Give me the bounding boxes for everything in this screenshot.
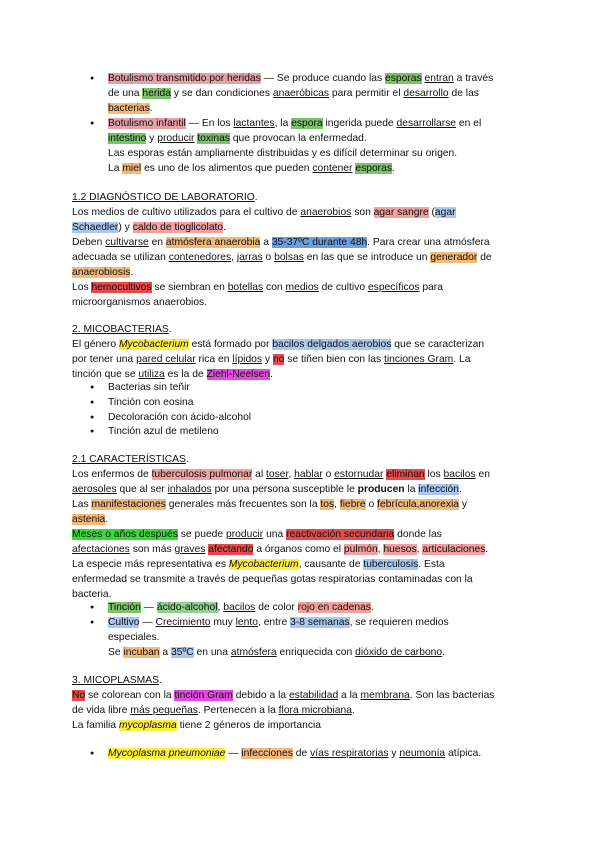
text: producir: [157, 133, 195, 144]
text: ,: [416, 544, 423, 555]
text: fiebre: [339, 499, 366, 510]
text: membrana: [360, 690, 410, 701]
text: .: [351, 705, 355, 716]
text: rojo en cadenas: [297, 602, 371, 613]
text: que al ser: [116, 484, 168, 495]
text: neumonía: [399, 748, 446, 759]
text: la: [404, 484, 419, 495]
text: dióxido de carbono: [355, 647, 443, 658]
text: agar sangre: [373, 207, 429, 218]
text: bacilos: [223, 602, 256, 613]
text: en las que se introduce un: [303, 252, 431, 263]
text: y se dan condiciones: [170, 88, 273, 99]
text: .: [158, 675, 162, 686]
text: que se caracterizan: [391, 339, 485, 350]
text: esporas: [385, 73, 422, 84]
text: producir: [226, 529, 264, 540]
text: esporas: [355, 163, 392, 174]
text: bacilos: [443, 469, 476, 480]
text: para permitir el: [328, 88, 404, 99]
text: 2.1 CARACTERÍSTICAS: [72, 454, 186, 465]
text: .: [168, 324, 172, 335]
text: son: [351, 207, 374, 218]
text: ácido-alcohol: [156, 602, 218, 613]
text: 3. MICOPLASMAS: [72, 675, 159, 686]
text: tiene 2 géneros de importancia: [176, 720, 321, 731]
text: tuberculosis pulmonar: [151, 469, 253, 480]
text: toser: [266, 469, 289, 480]
text: . La: [453, 354, 471, 365]
text: La especie más representativa es: [72, 559, 229, 570]
text: (: [428, 207, 435, 218]
text: atmósfera: [230, 647, 277, 658]
text: medios: [285, 282, 319, 293]
text: Crecimiento: [155, 617, 211, 628]
text: miel: [122, 163, 142, 174]
list-item-botulismo-heridas: [108, 71, 528, 116]
text: Los enfermos de: [72, 469, 152, 480]
text: Mycobacterium: [118, 339, 189, 350]
text: una: [263, 529, 287, 540]
text: estabilidad: [288, 690, 339, 701]
text: Bacterias sin teñir: [108, 382, 190, 393]
text: de una: [108, 88, 143, 99]
text: que provocan la enfermedad.: [229, 133, 367, 144]
text: La familia: [72, 720, 119, 731]
text: vías respiratorias: [310, 748, 389, 759]
text: .: [254, 192, 258, 203]
text: inhalados: [167, 484, 212, 495]
text: de las: [448, 88, 479, 99]
text: Tinción azul de metileno: [108, 426, 219, 437]
text: bacilos delgados aerobios: [272, 339, 392, 350]
text: muy: [210, 617, 236, 628]
text: —: [225, 748, 242, 759]
text: tinciones Gram: [384, 354, 454, 365]
text: contenedores: [168, 252, 232, 263]
text: afectando: [208, 544, 254, 555]
text: de cultivo: [318, 282, 368, 293]
text: . Esta: [418, 559, 445, 570]
text: jarras: [236, 252, 263, 263]
list-item: [108, 410, 528, 425]
text: tos: [320, 499, 335, 510]
text: hemocultivos: [91, 282, 152, 293]
list-item-mycoplasma-pneumoniae: [108, 746, 528, 761]
text: huesos: [383, 544, 417, 555]
text: .: [458, 484, 462, 495]
text: rica en: [195, 354, 233, 365]
text: debido a la: [232, 690, 289, 701]
text: producen: [357, 484, 405, 495]
text: ) y: [118, 222, 133, 233]
text: atmósfera anaerobia: [165, 237, 261, 248]
text: Cultivo: [108, 617, 140, 628]
text: infección: [418, 484, 459, 495]
section-heading-diagnostico: [72, 190, 258, 205]
text: .: [370, 602, 374, 613]
text: articulaciones: [422, 544, 486, 555]
text: los: [424, 469, 444, 480]
text: toxinas: [197, 133, 230, 144]
text: a través: [453, 73, 494, 84]
text: .: [149, 103, 153, 114]
text: .: [130, 267, 134, 278]
text: Los medios de cultivo utilizados para el cultivo de: [72, 207, 301, 218]
text: manifestaciones: [91, 499, 166, 510]
text: específicos: [367, 282, 420, 293]
text: Los: [72, 282, 92, 293]
text: infecciones: [241, 748, 293, 759]
text: 3-8 semanas: [290, 617, 350, 628]
text: generales más frecuentes son la: [165, 499, 321, 510]
text: flora microbiana: [278, 705, 352, 716]
text: —: [140, 602, 157, 613]
text: Schaedler: [72, 222, 119, 233]
text: Mycobacterium: [228, 559, 299, 570]
text: de color: [255, 602, 298, 613]
text: adecuada se utilizan: [72, 252, 169, 263]
text: utiliza: [138, 369, 165, 380]
text: agar: [434, 207, 456, 218]
text: se tiñen bien con las: [284, 354, 385, 365]
list-item: [108, 380, 528, 395]
text: , la: [274, 118, 292, 129]
text: en el: [456, 118, 482, 129]
text: graves: [174, 544, 206, 555]
text: , causante de: [298, 559, 364, 570]
text: herida: [142, 88, 171, 99]
text: 2. MICOBACTERIAS: [72, 324, 169, 335]
text: pared celular: [136, 354, 196, 365]
text: es uno de los alimentos que pueden: [141, 163, 313, 174]
list-item-cultivo: [108, 615, 528, 660]
text: . Pertenecen a la: [197, 705, 279, 716]
text: donde las: [394, 529, 442, 540]
text: intestino: [108, 133, 147, 144]
text: Las: [72, 499, 92, 510]
text: y: [388, 748, 400, 759]
text: en: [148, 237, 166, 248]
text: está formado por: [188, 339, 273, 350]
text: lento: [235, 617, 258, 628]
text: bolsas: [274, 252, 304, 263]
text: La: [108, 163, 123, 174]
text: en: [475, 469, 490, 480]
text: generador: [430, 252, 478, 263]
text: Botulismo infantil: [108, 118, 186, 129]
text: enfermedad se transmite a través de pequeñas gotas respiratorias contaminadas con la: [72, 574, 473, 585]
text: hablar: [294, 469, 323, 480]
text: botellas: [227, 282, 264, 293]
text: microorganismos anaerobios.: [72, 297, 208, 308]
text: es la de: [164, 369, 207, 380]
text: tuberculosis: [363, 559, 419, 570]
text: . Son las bacterias: [409, 690, 495, 701]
section-heading-micobacterias: [72, 322, 172, 337]
paragraph-micobacterias: [72, 337, 532, 382]
text: .: [270, 369, 273, 380]
text: afectaciones: [72, 544, 130, 555]
text: a: [260, 237, 272, 248]
text: contener: [312, 163, 353, 174]
text: 35ºC: [171, 647, 194, 658]
text: — En los: [185, 118, 234, 129]
list-item: [108, 395, 528, 410]
text: No: [72, 690, 86, 701]
text: enriquecida con: [276, 647, 356, 658]
text: atípica.: [445, 748, 482, 759]
text: Tinción con eosina: [108, 397, 194, 408]
list-item-botulismo-infantil: [108, 116, 528, 176]
text: o: [262, 252, 275, 263]
section-heading-micoplasmas: [72, 673, 162, 688]
text: Mycoplasma pneumoniae: [108, 748, 226, 759]
text: Meses o años después: [72, 529, 178, 540]
text: tinción que se: [72, 369, 139, 380]
text: anaerobiosis: [72, 267, 131, 278]
text: al: [252, 469, 267, 480]
text: no: [272, 354, 285, 365]
text: caldo de tioglicolato: [132, 222, 224, 233]
text: y: [262, 354, 273, 365]
text: .: [485, 544, 489, 555]
text: ingerida puede: [322, 118, 397, 129]
paragraph-diagnostico: [72, 205, 532, 310]
text: bacterias: [108, 103, 150, 114]
text: en una: [193, 647, 231, 658]
text: mycoplasma: [118, 720, 177, 731]
text: Se: [108, 647, 124, 658]
text: 35-37ºC durante 48h: [271, 237, 368, 248]
text: Deben: [72, 237, 106, 248]
text: y: [146, 133, 158, 144]
text: para: [419, 282, 443, 293]
text: tinción Gram: [174, 690, 233, 701]
list-item-tincion: [108, 600, 528, 615]
paragraph-micoplasmas: [72, 688, 532, 733]
text: Las esporas están ampliamente distribuidas y es difícil determinar su origen.: [108, 148, 458, 159]
text: y: [458, 499, 467, 510]
text: se puede: [177, 529, 226, 540]
text: o: [322, 469, 335, 480]
section-heading-caracteristicas: [72, 452, 189, 467]
text: anaerobios: [300, 207, 352, 218]
text: con: [263, 282, 286, 293]
text: —: [139, 617, 156, 628]
text: desarrollo: [403, 88, 449, 99]
text: aerosoles: [72, 484, 117, 495]
text: reactivación secundaria: [286, 529, 395, 540]
text: ,: [334, 499, 340, 510]
text: incuban: [123, 647, 160, 658]
text: entran: [424, 73, 454, 84]
text: .: [442, 647, 446, 658]
text: ,: [217, 602, 224, 613]
text: por una persona susceptible le: [211, 484, 358, 495]
text: pulmón: [343, 544, 378, 555]
text: lípidos: [232, 354, 263, 365]
text: eliminan: [386, 469, 425, 480]
text: , entre: [257, 617, 291, 628]
text: de vida libre: [72, 705, 131, 716]
text: estornudar: [334, 469, 384, 480]
text: a: [159, 647, 171, 658]
text: .: [105, 514, 109, 525]
text: 1.2 DIAGNÓSTICO DE LABORATORIO: [72, 192, 255, 203]
text: o: [365, 499, 378, 510]
text: especiales.: [108, 632, 160, 643]
text: desarrollarse: [396, 118, 457, 129]
text: a la: [338, 690, 361, 701]
list-item: [108, 424, 528, 439]
text: a órganos como el: [253, 544, 344, 555]
text: .: [391, 163, 395, 174]
text: anaeróbicas: [272, 88, 329, 99]
text: .: [223, 222, 227, 233]
text: Tinción: [108, 602, 141, 613]
text: más pequeñas: [130, 705, 198, 716]
text: cultivarse: [105, 237, 149, 248]
paragraph-caracteristicas: [72, 467, 532, 602]
text: . Para crear una atmósfera: [367, 237, 490, 248]
text: de: [477, 252, 492, 263]
text: — Se produce cuando las: [260, 73, 386, 84]
text: .: [185, 454, 189, 465]
text: por tener una: [72, 354, 137, 365]
text: Decoloración con ácido-alcohol: [108, 412, 252, 423]
text: espora: [291, 118, 323, 129]
text: se siembran en: [151, 282, 228, 293]
text: astenia: [72, 514, 106, 525]
text: bacteria.: [72, 589, 112, 600]
text: ,: [377, 544, 384, 555]
text: son más: [129, 544, 175, 555]
text: El género: [72, 339, 119, 350]
text: de: [292, 748, 311, 759]
text: , se requieren medios: [349, 617, 449, 628]
text: se colorean con la: [85, 690, 175, 701]
text: Ziehl-Neelsen: [206, 369, 271, 380]
text: Botulismo transmitido por heridas: [108, 73, 261, 84]
text: febrícula,anorexia: [377, 499, 459, 510]
text: ,: [231, 252, 237, 263]
text: ,: [288, 469, 295, 480]
text: lactantes: [233, 118, 275, 129]
